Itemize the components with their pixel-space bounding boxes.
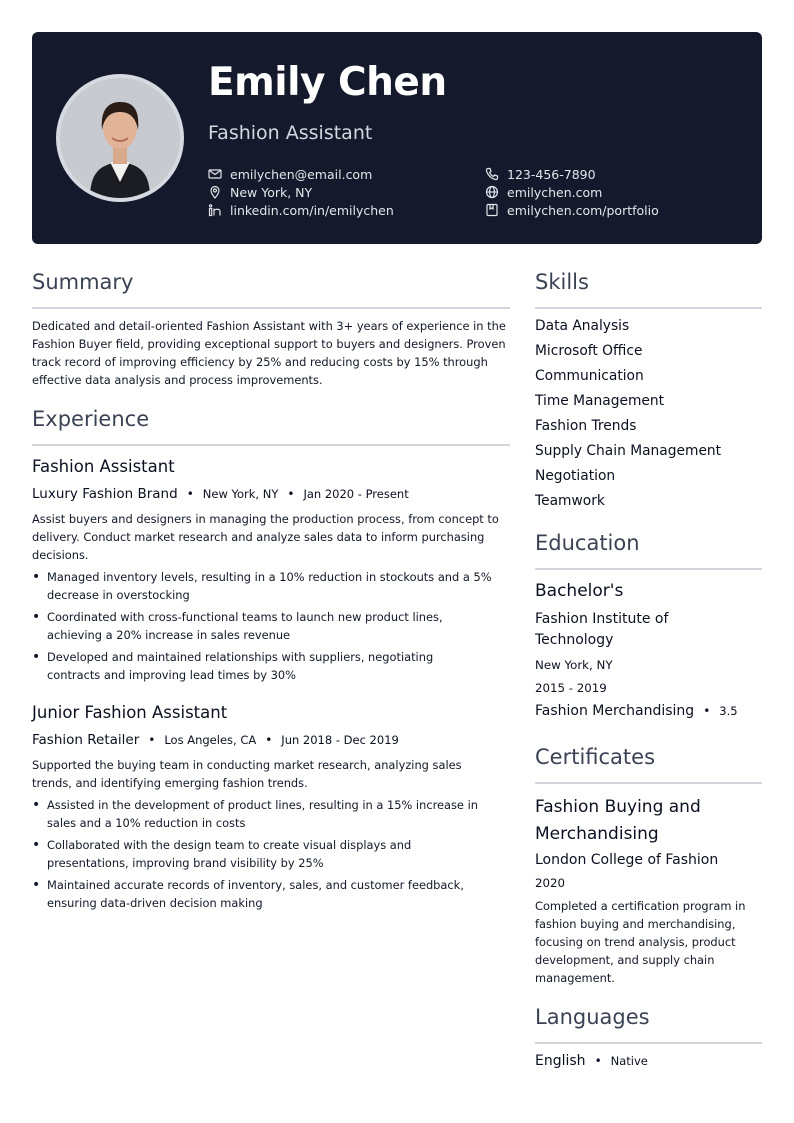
job-meta bbox=[32, 486, 409, 502]
experience-divider bbox=[32, 444, 510, 446]
job-bullet-text: Developed and maintained relationships with suppliers, negotiating contracts and improving lead times by 30% bbox=[47, 650, 434, 682]
education-location: New York, NY bbox=[535, 658, 613, 672]
contact-email-text: emilychen@email.com bbox=[230, 166, 373, 182]
contact-linkedin[interactable] bbox=[208, 201, 394, 219]
candidate-title: Fashion Assistant bbox=[208, 122, 373, 144]
separator-dot: • bbox=[287, 487, 295, 501]
skill-item: Teamwork bbox=[535, 493, 605, 509]
education-gpa: 3.5 bbox=[719, 704, 738, 718]
job-description: Assist buyers and designers in managing the production process, from concept to delivery. Conduct market research and analyze sales data to inform purchasing decisions. bbox=[32, 512, 499, 562]
bullet-dot: • bbox=[32, 569, 41, 585]
job-bullet-text: Assisted in the development of product lines, resulting in a 15% increase in sales and a 10% reduction in costs bbox=[47, 798, 478, 830]
summary-divider bbox=[32, 307, 510, 309]
job-bullet-text: Collaborated with the design team to create visual displays and presentations, improving brand visibility by 25% bbox=[47, 838, 412, 870]
skill-item: Fashion Trends bbox=[535, 418, 637, 434]
job-location: New York, NY bbox=[202, 487, 279, 501]
summary-text: Dedicated and detail-oriented Fashion Assistant with 3+ years of experience in the Fashion Buyer field, providing exceptional support to buyers and designers. Proven track record of improving efficiency by 25% and reducing costs by 15% through effective data analysis and process improvements. bbox=[32, 319, 506, 387]
skill-item: Microsoft Office bbox=[535, 343, 643, 359]
separator-dot: • bbox=[703, 704, 711, 718]
bullet-dot: • bbox=[32, 649, 41, 665]
resume-header bbox=[32, 32, 762, 244]
phone-icon bbox=[485, 167, 499, 181]
certificate-name: Fashion Buying and Merchandising bbox=[535, 797, 701, 844]
contact-website[interactable] bbox=[485, 183, 602, 201]
contact-location bbox=[208, 183, 312, 201]
education-degree: Bachelor's bbox=[535, 581, 624, 601]
mail-icon bbox=[208, 167, 222, 181]
contact-portfolio-text: emilychen.com/portfolio bbox=[507, 202, 659, 218]
certificates-divider bbox=[535, 782, 762, 784]
skill-item: Negotiation bbox=[535, 468, 616, 484]
education-field-row bbox=[535, 703, 738, 719]
job-meta bbox=[32, 732, 399, 748]
job-company: Fashion Retailer bbox=[32, 732, 140, 748]
certificate-year: 2020 bbox=[535, 876, 566, 890]
globe-icon bbox=[485, 185, 499, 199]
skill-item: Communication bbox=[535, 368, 644, 384]
job-description: Supported the buying team in conducting market research, analyzing sales trends, and identifying emerging fashion trends. bbox=[32, 758, 462, 790]
languages-divider bbox=[535, 1042, 762, 1044]
certificate-issuer: London College of Fashion bbox=[535, 852, 719, 868]
bullet-dot: • bbox=[32, 877, 41, 893]
skills-heading: Skills bbox=[535, 270, 589, 294]
contact-location-text: New York, NY bbox=[230, 184, 313, 200]
portfolio-icon bbox=[485, 203, 499, 217]
separator-dot: • bbox=[148, 733, 156, 747]
contact-phone[interactable] bbox=[485, 165, 596, 183]
languages-heading: Languages bbox=[535, 1005, 650, 1029]
separator-dot: • bbox=[265, 733, 273, 747]
map-pin-icon bbox=[208, 185, 222, 199]
job-bullet-text: Managed inventory levels, resulting in a 10% reduction in stockouts and a 5% decrease in overstocking bbox=[47, 570, 492, 602]
linkedin-icon bbox=[208, 203, 222, 217]
job-company: Luxury Fashion Brand bbox=[32, 486, 178, 502]
education-divider bbox=[535, 568, 762, 570]
profile-photo bbox=[56, 74, 184, 202]
education-field: Fashion Merchandising bbox=[535, 703, 695, 719]
certificates-heading: Certificates bbox=[535, 745, 656, 769]
education-school: Fashion Institute of Technology bbox=[535, 611, 669, 648]
skill-item: Supply Chain Management bbox=[535, 443, 722, 459]
skills-divider bbox=[535, 307, 762, 309]
profile-photo-illustration bbox=[60, 78, 180, 198]
experience-heading: Experience bbox=[32, 407, 150, 431]
education-heading: Education bbox=[535, 531, 640, 555]
contact-portfolio[interactable] bbox=[485, 201, 659, 219]
job-dates: Jan 2020 - Present bbox=[303, 487, 409, 501]
contact-website-text: emilychen.com bbox=[507, 184, 603, 200]
language-name: English bbox=[535, 1053, 586, 1069]
bullet-dot: • bbox=[32, 797, 41, 813]
separator-dot: • bbox=[594, 1054, 602, 1068]
contact-phone-text: 123-456-7890 bbox=[507, 166, 596, 182]
job-bullet bbox=[32, 836, 467, 872]
education-dates: 2015 - 2019 bbox=[535, 681, 607, 695]
language-item bbox=[535, 1053, 648, 1069]
skill-item: Data Analysis bbox=[535, 318, 630, 334]
certificate-description: Completed a certification program in fashion buying and merchandising, focusing on trend analysis, product development, and supply chain management. bbox=[535, 899, 746, 985]
separator-dot: • bbox=[186, 487, 194, 501]
contact-linkedin-text: linkedin.com/in/emilychen bbox=[230, 202, 394, 218]
skill-item: Time Management bbox=[535, 393, 665, 409]
job-bullet-text: Maintained accurate records of inventory, sales, and customer feedback, ensuring data-driven decision making bbox=[47, 878, 464, 910]
job-title: Fashion Assistant bbox=[32, 457, 175, 476]
bullet-dot: • bbox=[32, 609, 41, 625]
job-bullet bbox=[32, 568, 512, 604]
job-bullet bbox=[32, 876, 502, 912]
language-level: Native bbox=[610, 1054, 648, 1068]
job-location: Los Angeles, CA bbox=[164, 733, 257, 747]
candidate-name: Emily Chen bbox=[208, 60, 447, 105]
job-title: Junior Fashion Assistant bbox=[32, 703, 228, 722]
summary-heading: Summary bbox=[32, 270, 134, 294]
job-bullet-text: Coordinated with cross-functional teams to launch new product lines, achieving a 20% increase in sales revenue bbox=[47, 610, 443, 642]
job-bullet bbox=[32, 796, 502, 832]
bullet-dot: • bbox=[32, 837, 41, 853]
contact-email[interactable] bbox=[208, 165, 372, 183]
job-bullet bbox=[32, 608, 492, 644]
job-bullet bbox=[32, 648, 487, 684]
job-dates: Jun 2018 - Dec 2019 bbox=[281, 733, 399, 747]
